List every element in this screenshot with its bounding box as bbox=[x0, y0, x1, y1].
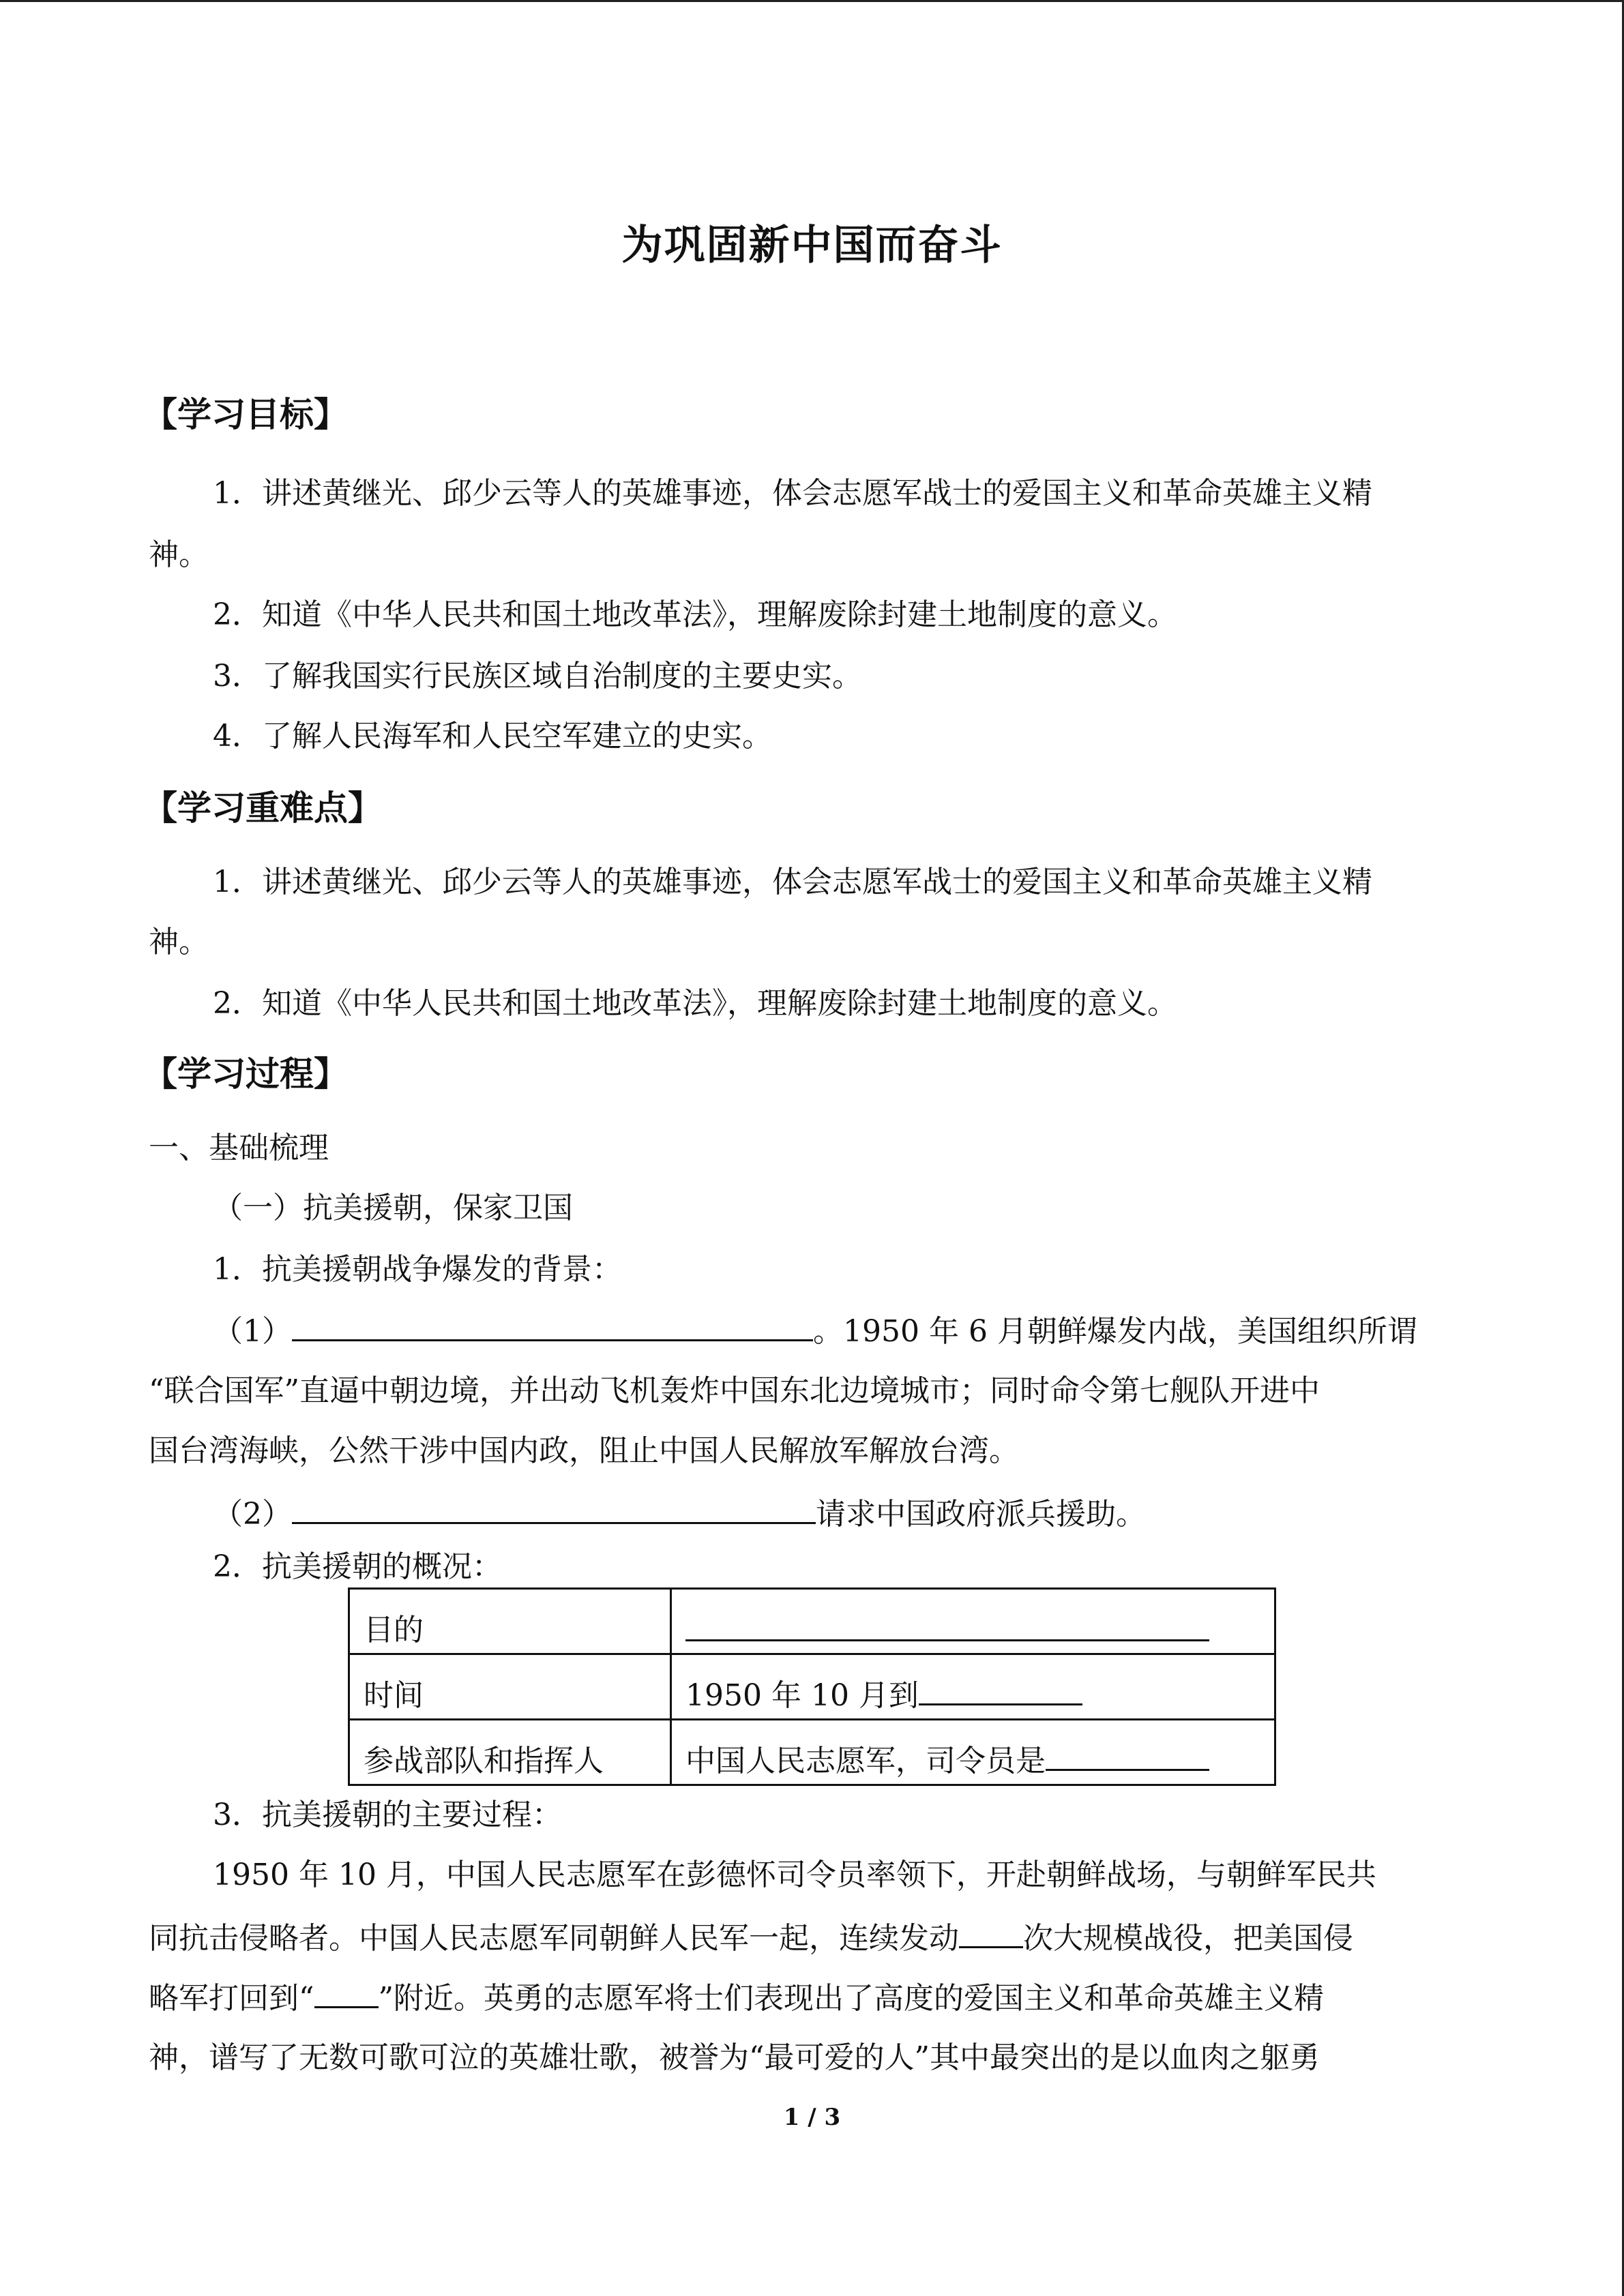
answer-blank-purpose[interactable] bbox=[685, 1609, 1209, 1641]
question-3-line1: 1950 年 10 月，中国人民志愿军在彭德怀司令员率领下，开赴朝鲜战场，与朝鲜军民共 bbox=[213, 1858, 1376, 1892]
part-1-heading: 一、基础梳理 bbox=[149, 1131, 329, 1165]
page-number: 1 / 3 bbox=[783, 2104, 841, 2131]
overview-table bbox=[348, 1587, 1276, 1786]
question-1-2-text: 请求中国政府派兵援助。 bbox=[816, 1497, 1146, 1532]
question-3-line4: 神，谱写了无数可歌可泣的英雄壮歌，被誉为“最可爱的人”其中最突出的是以血肉之躯勇 bbox=[149, 2040, 1320, 2075]
table-cell-value: 1950 年 10 月到 bbox=[671, 1654, 1275, 1720]
answer-blank-commander[interactable] bbox=[1046, 1739, 1209, 1771]
table-cell-label: 参战部队和指挥人 bbox=[349, 1720, 671, 1785]
question-1-1-line3: 国台湾海峡，公然干涉中国内政，阻止中国人民解放军解放台湾。 bbox=[149, 1433, 1019, 1468]
answer-blank-campaign-count[interactable] bbox=[959, 1916, 1023, 1948]
table-row bbox=[349, 1720, 1275, 1785]
answer-blank-1-2[interactable] bbox=[292, 1492, 816, 1524]
objective-2: 2．知道《中华人民共和国土地改革法》，理解废除封建土地制度的意义。 bbox=[213, 597, 1177, 632]
question-1-1-prefix: （1） bbox=[213, 1314, 292, 1349]
key-point-1-line1: 1．讲述黄继光、邱少云等人的英雄事迹，体会志愿军战士的爱国主义和革命英雄主义精 bbox=[213, 865, 1372, 899]
question-1-1-text: 。1950 年 6 月朝鲜爆发内战，美国组织所谓 bbox=[813, 1314, 1417, 1349]
subsection-1-heading: （一）抗美援朝，保家卫国 bbox=[213, 1191, 573, 1225]
objectives-heading: 【学习目标】 bbox=[143, 394, 348, 434]
objective-3: 3．了解我国实行民族区域自治制度的主要史实。 bbox=[213, 659, 862, 694]
objective-1-line2: 神。 bbox=[149, 537, 209, 572]
key-point-1-line2: 神。 bbox=[149, 925, 209, 959]
answer-blank-location[interactable] bbox=[314, 1976, 379, 2008]
question-3-title: 3．抗美援朝的主要过程： bbox=[213, 1798, 562, 1832]
question-1-title: 1．抗美援朝战争爆发的背景： bbox=[213, 1252, 622, 1287]
key-point-2: 2．知道《中华人民共和国土地改革法》，理解废除封建土地制度的意义。 bbox=[213, 986, 1177, 1021]
question-2-title: 2．抗美援朝的概况： bbox=[213, 1549, 502, 1584]
table-cell-value bbox=[671, 1589, 1275, 1654]
table-cell-label: 目的 bbox=[349, 1589, 671, 1654]
question-3-line3: 略军打回到“ ”附近。英勇的志愿军将士们表现出了高度的爱国主义和革命英雄主义精 bbox=[149, 1976, 1324, 2019]
question-1-2-prefix: （2） bbox=[213, 1497, 292, 1532]
answer-blank-end-time[interactable] bbox=[919, 1673, 1082, 1705]
objective-4: 4．了解人民海军和人民空军建立的史实。 bbox=[213, 719, 772, 754]
question-1-1 bbox=[213, 1309, 1417, 1352]
page-title: 为巩固新中国而奋斗 bbox=[621, 222, 1003, 269]
table-row bbox=[349, 1654, 1275, 1720]
objective-1-line1: 1．讲述黄继光、邱少云等人的英雄事迹，体会志愿军战士的爱国主义和革命英雄主义精 bbox=[213, 476, 1372, 511]
answer-blank-1-1[interactable] bbox=[292, 1309, 813, 1341]
question-1-1-line2: “联合国军”直逼中朝边境，并出动飞机轰炸中国东北边境城市；同时命令第七舰队开进中 bbox=[149, 1373, 1320, 1408]
question-3-line2: 同抗击侵略者。中国人民志愿军同朝鲜人民军一起，连续发动 次大规模战役，把美国侵 bbox=[149, 1916, 1353, 1959]
process-heading: 【学习过程】 bbox=[143, 1054, 348, 1094]
table-cell-label: 时间 bbox=[349, 1654, 671, 1720]
table-cell-value: 中国人民志愿军，司令员是 bbox=[671, 1720, 1275, 1785]
table-row bbox=[349, 1589, 1275, 1654]
key-points-heading: 【学习重难点】 bbox=[143, 788, 382, 828]
question-1-2 bbox=[213, 1492, 1146, 1535]
